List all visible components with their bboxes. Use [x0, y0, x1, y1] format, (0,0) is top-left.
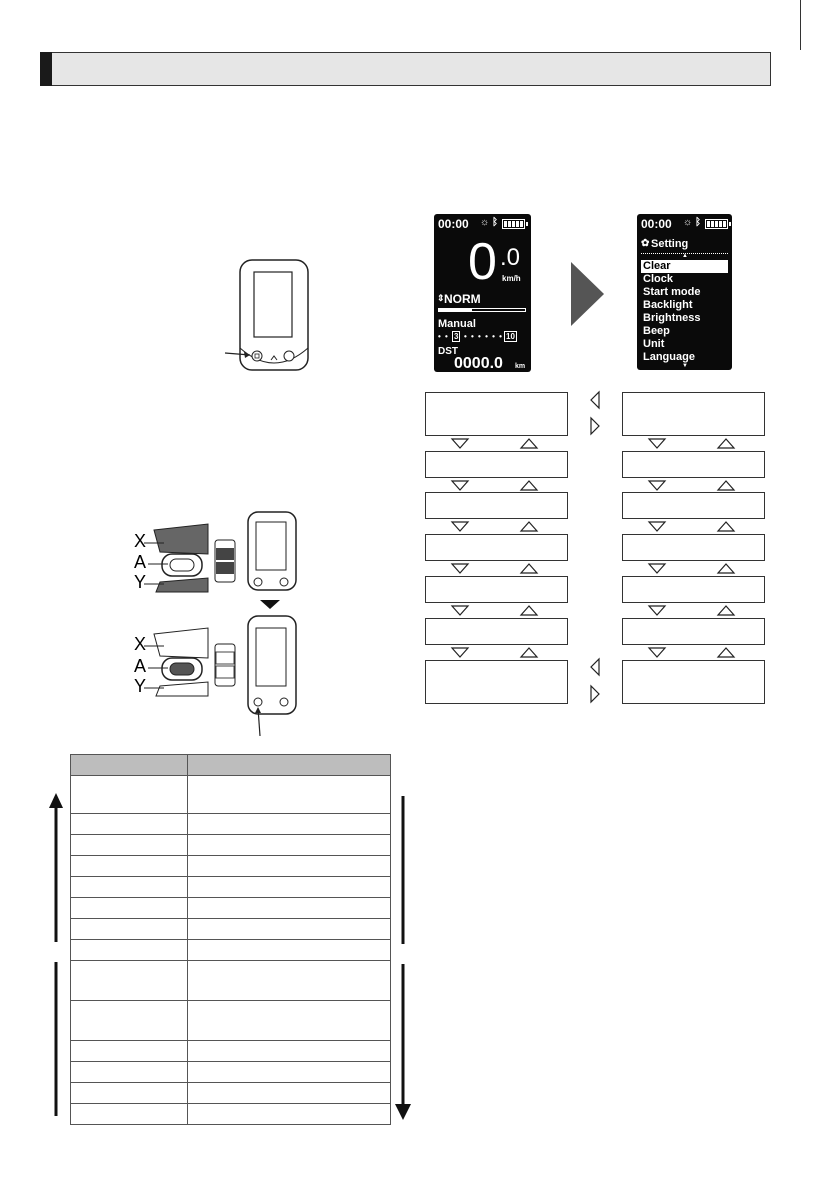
flow-box-right-1	[622, 392, 765, 436]
triangle-down-icon	[452, 522, 468, 531]
table-row	[71, 1001, 391, 1041]
table-header-cell	[188, 755, 391, 776]
scroll-up-arrow	[48, 790, 64, 1120]
setting-bluetooth-icon: ᛒ	[695, 217, 701, 228]
switch-operation-illustration	[130, 510, 310, 740]
triangle-up-icon	[718, 522, 734, 531]
menu-item-beep[interactable]: Beep	[643, 325, 670, 337]
distance-unit: km	[515, 363, 526, 370]
menu-item-start-mode[interactable]: Start mode	[643, 286, 701, 298]
scroll-up-icon: ▲	[682, 253, 688, 259]
triangle-up-icon	[521, 648, 537, 657]
triangle-up-icon	[521, 522, 537, 531]
triangle-down-icon	[452, 606, 468, 615]
table-row	[71, 835, 391, 856]
table-row	[71, 1041, 391, 1062]
triangle-up-icon	[718, 564, 734, 573]
table-row	[71, 856, 391, 877]
page-edge-rule	[800, 0, 801, 50]
svg-text:X: X	[134, 634, 147, 654]
setting-clock-text: 00:00	[641, 217, 672, 231]
triangle-left-icon	[591, 392, 599, 408]
assist-mode: NORM	[444, 292, 481, 306]
flow-box-left-1	[425, 392, 568, 436]
menu-item-brightness[interactable]: Brightness	[643, 312, 701, 324]
triangle-down-icon	[649, 564, 665, 573]
gear-icon: ✿	[641, 238, 650, 249]
bluetooth-icon: ᛒ	[492, 217, 498, 228]
clock-text: 00:00	[438, 217, 469, 231]
triangle-right-icon	[591, 418, 599, 434]
table-row	[71, 1062, 391, 1083]
triangle-down-icon	[649, 606, 665, 615]
triangle-up-icon	[718, 648, 734, 657]
setting-title: Setting	[651, 238, 689, 250]
speed-unit: km/h	[502, 274, 521, 283]
arrow-down-icon	[260, 600, 280, 609]
triangle-up-icon	[521, 606, 537, 615]
triangle-down-icon	[452, 481, 468, 490]
triangle-up-icon	[521, 439, 537, 448]
flow-box-left-7	[425, 660, 568, 704]
main-display-screen	[434, 214, 531, 372]
table-header-row	[71, 755, 391, 776]
triangle-up-icon	[521, 481, 537, 490]
triangle-down-icon	[649, 522, 665, 531]
svg-text:Y: Y	[134, 572, 147, 592]
gear-dots-2: • • • • • •	[464, 332, 503, 341]
table-row	[71, 919, 391, 940]
triangle-down-icon	[452, 648, 468, 657]
svg-text:A: A	[134, 656, 147, 676]
triangle-up-icon	[718, 606, 734, 615]
section-title-bar	[40, 52, 771, 86]
triangle-down-icon	[649, 439, 665, 448]
menu-item-clock[interactable]: Clock	[643, 273, 673, 285]
triangle-down-icon	[649, 648, 665, 657]
triangle-up-icon	[718, 481, 734, 490]
svg-text:X: X	[134, 531, 147, 551]
arrow-right-icon	[571, 262, 604, 326]
triangle-up-icon	[718, 439, 734, 448]
assist-level-bar	[438, 308, 526, 312]
setting-battery-icon	[705, 219, 728, 229]
setting-display-screen	[637, 214, 732, 370]
shift-mode: Manual	[438, 318, 476, 330]
gear-current: 3	[454, 332, 459, 341]
table-header-cell	[71, 755, 188, 776]
triangle-up-icon	[521, 564, 537, 573]
gear-dots: • •	[438, 332, 449, 341]
table-row	[71, 898, 391, 919]
light-icon: ☼	[480, 217, 490, 228]
menu-item-unit[interactable]: Unit	[643, 338, 665, 350]
flow-box-right-7	[622, 660, 765, 704]
speed-integer: 0	[468, 233, 497, 291]
table-row	[71, 961, 391, 1001]
svg-text:Y: Y	[134, 676, 147, 696]
scroll-down-icon: ▼	[682, 363, 688, 369]
table-row	[71, 776, 391, 814]
setting-light-icon: ☼	[683, 217, 693, 228]
settings-table	[70, 754, 391, 1125]
distance-value: 0000.0	[454, 355, 503, 372]
triangle-down-icon	[452, 564, 468, 573]
menu-item-backlight[interactable]: Backlight	[643, 299, 693, 311]
menu-item-language[interactable]: Language	[643, 351, 695, 363]
up-down-icon: ⇕	[437, 293, 445, 303]
table-row	[71, 877, 391, 898]
triangle-left-icon	[591, 659, 599, 675]
section-title-accent	[40, 52, 52, 86]
battery-icon	[502, 219, 525, 229]
distance-label: DST	[438, 346, 458, 357]
svg-text:A: A	[134, 552, 147, 572]
table-row	[71, 1104, 391, 1125]
triangle-down-icon	[649, 481, 665, 490]
menu-item-clear[interactable]: Clear	[641, 260, 728, 273]
triangle-down-icon	[452, 439, 468, 448]
table-row	[71, 814, 391, 835]
gear-max: 10	[506, 332, 515, 341]
speed-decimal: .0	[500, 244, 521, 271]
flow-side-arrows	[585, 390, 605, 710]
triangle-right-icon	[591, 686, 599, 702]
table-row	[71, 1083, 391, 1104]
cycle-computer-illustration	[200, 250, 320, 375]
table-row	[71, 940, 391, 961]
scroll-down-arrow	[394, 792, 414, 1122]
